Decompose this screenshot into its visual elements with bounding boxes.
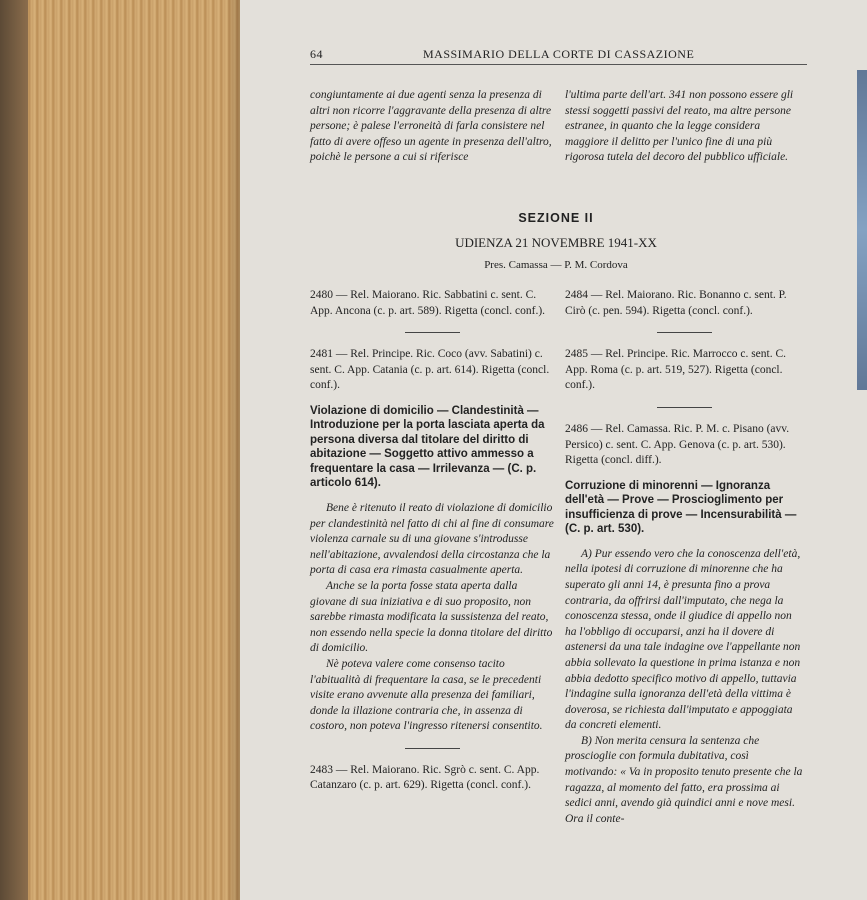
entry-2483: 2483 — Rel. Maiorano. Ric. Sgrò c. sent. C. App. Catanzaro (c. p. art. 629). Rigetta (concl. conf.). bbox=[310, 763, 540, 792]
running-title: MASSIMARIO DELLA CORTE DI CASSAZIONE bbox=[423, 47, 695, 61]
entry-2486: 2486 — Rel. Camassa. Ric. P. M. c. Pisano (avv. Persico) c. sent. C. App. Genova (c. p. art. 530). Rigetta (concl. diff.). bbox=[565, 422, 790, 467]
right-column bbox=[565, 288, 803, 827]
paragraph: Nè poteva valere come consenso tacito l'abitualità di frequentare la casa, se le precedenti visite erano avvenute alla presenza dei familiari, donde la illazione contraria che, in assenza di costoro, non poteva l'ingresso ritenersi consentito. bbox=[310, 657, 543, 733]
section-title: SEZIONE II bbox=[518, 211, 594, 225]
entry-2481: 2481 — Rel. Principe. Ric. Coco (avv. Sabatini) c. sent. C. App. Catania (c. p. art. 614). Rigetta (concl. conf.). bbox=[310, 348, 550, 392]
massima-heading: Corruzione di minorenni — Ignoranza dell'età — Prove — Proscioglimento per insufficienza di prove — Incensurabilità — (C. p. art. 530). bbox=[565, 479, 797, 536]
book-page-edges bbox=[0, 0, 250, 900]
paragraph: A) Pur essendo vero che la conoscenza dell'età, nella ipotesi di corruzione di minorenne che ha superato gli anni 14, è presunta fino a prova contraria, da offrirsi dall'imputato, che nega la conoscenza stessa, onde il giudice di appello non ha l'obbligo di occuparsi, anzi ha il dovere di astenersi da una tale indagine ove l'appellante non abbia sollevato la questione in prima istanza e non abbia dedotto specifico motivo di appello, tuttavia l'indagine sulla ignoranza dell'età della vittima è doverosa, se richiesta dall'imputato e appoggiata da concreti elementi. bbox=[565, 547, 801, 732]
paragraph: Anche se la porta fosse stata aperta dalla giovane di sua iniziativa e di suo proposito, non sarebbe rimasta modificata la sussistenza del reato, non essendo nella specie la donna titolare del diritto di domicilio. bbox=[310, 579, 553, 655]
page-number: 64 bbox=[310, 47, 323, 61]
separator bbox=[405, 748, 460, 749]
paragraph: Bene è ritenuto il reato di violazione di domicilio per clandestinità nel fatto di chi al fine di consumare violenza carnale su di una giovane s'introdusse nell'abitazione, avvalendosi della circostanza che la porta di casa era rimasta casualmente aperta. bbox=[310, 501, 554, 577]
separator bbox=[657, 332, 712, 333]
tab-edge-decoration bbox=[857, 70, 867, 390]
header-rule bbox=[310, 64, 807, 65]
entry-2480: 2480 — Rel. Maiorano. Ric. Sabbatini c. sent. C. App. Ancona (c. p. art. 589). Rigetta (concl. conf.). bbox=[310, 289, 546, 317]
separator bbox=[405, 332, 460, 333]
entry-2484: 2484 — Rel. Maiorano. Ric. Bonanno c. sent. P. Cirò (c. pen. 594). Rigetta (concl. conf.). bbox=[565, 289, 787, 317]
president-line: Pres. Camassa — P. M. Cordova bbox=[484, 259, 628, 271]
top-right-paragraph: l'ultima parte dell'art. 341 non possono essere gli stessi soggetti passivi del reato, ma altre persone estranee, in quanto che la legge considera maggiore il delitto per l'unico fine di una più rigorosa tutela del decoro del pubblico ufficiale. bbox=[565, 89, 794, 164]
entry-2485: 2485 — Rel. Principe. Ric. Marrocco c. sent. C. App. Roma (c. p. art. 519, 527). Rigetta (concl. conf.). bbox=[565, 348, 787, 392]
top-left-paragraph: congiuntamente ai due agenti senza la presenza di altri non ricorre l'aggravante della presenza di altre persone; è palese l'erroneità di farla consistere nel fatto di avere offeso un agente in presenza dell'altro, poichè le persone a cui si riferisce bbox=[310, 89, 552, 164]
paragraph: B) Non merita censura la sentenza che proscioglie con formula dubitativa, così motivando: « Va in proposito tenuto presente che la ragazza, al momento del fatto, era prossima ai sedici anni, avendo già quindici anni e nove mesi. Ora il conte- bbox=[565, 734, 803, 825]
left-column bbox=[310, 288, 554, 794]
massima-heading: Violazione di domicilio — Clandestinità — Introduzione per la porta lasciata aperta da persona diversa dal titolare del diritto di abitazione — Soggetto attivo ammesso a frequentare la casa — Irrilevanza — (C. p. articolo 614). bbox=[310, 404, 545, 490]
hearing-date: UDIENZA 21 NOVEMBRE 1941-XX bbox=[455, 235, 657, 250]
separator bbox=[657, 407, 712, 408]
